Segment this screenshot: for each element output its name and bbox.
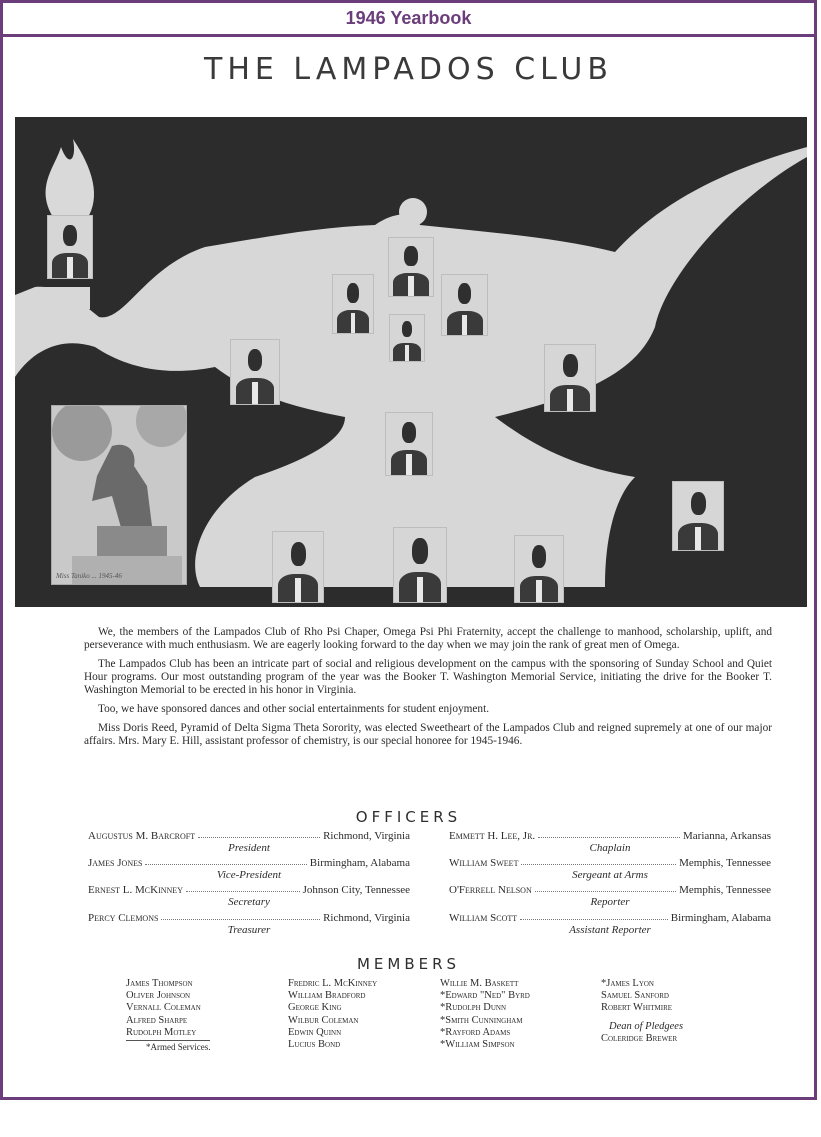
- officer-name: O'Ferrell Nelson: [449, 884, 532, 896]
- officer-role: Sergeant at Arms: [572, 869, 648, 881]
- statue-photo: [51, 405, 187, 585]
- member-name: Edwin Quinn: [288, 1026, 342, 1038]
- member-name: *William Simpson: [440, 1039, 515, 1051]
- member-name: James Thompson: [126, 978, 193, 989]
- officer-place: Richmond, Virginia: [323, 912, 410, 924]
- member-portrait: [272, 531, 324, 603]
- member-name: Robert Whitmire: [601, 1002, 673, 1014]
- officer-entry: [449, 884, 771, 908]
- officer-place: Johnson City, Tennessee: [302, 884, 410, 896]
- officer-place: Birmingham, Alabama: [670, 912, 771, 924]
- officer-place: Marianna, Arkansas: [683, 830, 771, 842]
- member-name: William Bradford: [288, 990, 366, 1002]
- armed-services-footnote: *Armed Services.: [126, 1040, 210, 1053]
- member-portrait: [393, 527, 447, 603]
- officer-role: Treasurer: [227, 924, 271, 936]
- officer-entry: [449, 912, 771, 936]
- paragraph: The Lampados Club has been an intricate part of social and religious development on the campus with the sponsoring of Sunday School and Quiet Hour programs. Our most outstanding program of the year was the Booker T. Washington Memorial Service, initiating the drive for the Booker T. Washington Memorial to be erected in his honor in Virginia.: [84, 658, 772, 696]
- officer-name: Emmett H. Lee, Jr.: [449, 830, 536, 842]
- officer-name: Percy Clemons: [88, 912, 159, 924]
- member-name: Wilbur Coleman: [288, 1014, 359, 1026]
- member-name: Oliver Johnson: [126, 990, 191, 1002]
- member-portrait: [389, 314, 425, 362]
- club-description: [84, 626, 772, 754]
- officer-name: James Jones: [88, 857, 143, 869]
- member-portrait: [514, 535, 564, 603]
- officer-place: Richmond, Virginia: [323, 830, 410, 842]
- dean-of-pledgees-name: Coleridge Brewer: [601, 1032, 678, 1044]
- officer-role: Reporter: [590, 896, 630, 908]
- member-name: Lucius Bond: [288, 1039, 341, 1051]
- members-column-3: [440, 978, 530, 1051]
- member-portrait: [385, 412, 433, 476]
- member-name: Fredric L. McKinney: [288, 978, 378, 989]
- officer-place: Memphis, Tennessee: [679, 857, 771, 869]
- officer-role: Assistant Reporter: [569, 924, 651, 936]
- officer-role: Chaplain: [589, 842, 631, 854]
- officer-entry: [88, 830, 410, 854]
- member-portrait: [332, 274, 374, 334]
- paragraph: We, the members of the Lampados Club of Rho Psi Chaper, Omega Psi Phi Fraternity, accept the challenge to manhood, scholarship, uplift, and perseverance with much enthusiasm. We are eagerly looking forward to the day when we may join the rank of great men of Omega.: [84, 626, 772, 651]
- dean-of-pledgees-label: Dean of Pledgees: [609, 1020, 684, 1032]
- officer-role: Secretary: [228, 896, 270, 908]
- officer-entry: [88, 884, 410, 908]
- paragraph: Miss Doris Reed, Pyramid of Delta Sigma Theta Sorority, was elected Sweetheart of the Lampados Club and reigned supremely at one of our major affairs. Mrs. Mary E. Hill, assistant professor of chemistry, is our special honoree for 1945-1946.: [84, 722, 772, 747]
- member-name: George King: [288, 1002, 342, 1014]
- members-heading: MEMBERS: [356, 955, 461, 973]
- paragraph: Too, we have sponsored dances and other social entertainments for student enjoyment.: [98, 703, 490, 715]
- officer-entry: [88, 857, 410, 881]
- officers-heading: OFFICERS: [355, 808, 462, 826]
- members-column-4: [601, 978, 683, 1045]
- members-column-1: [126, 978, 210, 1054]
- member-portrait: [47, 215, 93, 279]
- member-portrait: [672, 481, 724, 551]
- member-name: Samuel Sanford: [601, 990, 669, 1002]
- officer-role: Vice-President: [216, 869, 282, 881]
- officer-role: President: [228, 842, 270, 854]
- officer-place: Memphis, Tennessee: [679, 884, 771, 896]
- officer-entry: [88, 912, 410, 936]
- officer-entry: [449, 857, 771, 881]
- member-portrait: [441, 274, 488, 336]
- statue-drawing: [52, 406, 186, 584]
- member-name: *Rudolph Dunn: [440, 1002, 507, 1014]
- member-name: *James Lyon: [601, 978, 654, 989]
- officer-place: Birmingham, Alabama: [309, 857, 410, 869]
- officer-name: Ernest L. McKinney: [88, 884, 183, 896]
- officer-entry: [449, 830, 771, 854]
- page-title: THE LAMPADOS CLUB: [204, 52, 613, 87]
- header-label: 1946 Yearbook: [345, 8, 472, 28]
- officer-name: William Sweet: [449, 857, 519, 869]
- page-header: [3, 3, 814, 37]
- member-portrait: [230, 339, 280, 405]
- officer-name: Augustus M. Barcroft: [88, 830, 196, 842]
- lamp-photo-collage: [15, 117, 807, 607]
- member-name: *Smith Cunningham: [440, 1014, 523, 1026]
- member-name: Vernall Coleman: [126, 1002, 201, 1014]
- officer-name: William Scott: [449, 912, 518, 924]
- member-portrait: [388, 237, 434, 297]
- member-name: *Rayford Adams: [440, 1026, 511, 1038]
- member-name: Willie M. Baskett: [440, 978, 519, 989]
- member-name: *Edward "Ned" Byrd: [440, 990, 530, 1002]
- statue-caption: Miss Taniko ... 1945-46: [56, 572, 122, 580]
- members-column-2: [288, 978, 377, 1051]
- member-name: Alfred Sharpe: [126, 1014, 188, 1026]
- member-portrait: [544, 344, 596, 412]
- member-name: Rudolph Motley: [126, 1026, 197, 1038]
